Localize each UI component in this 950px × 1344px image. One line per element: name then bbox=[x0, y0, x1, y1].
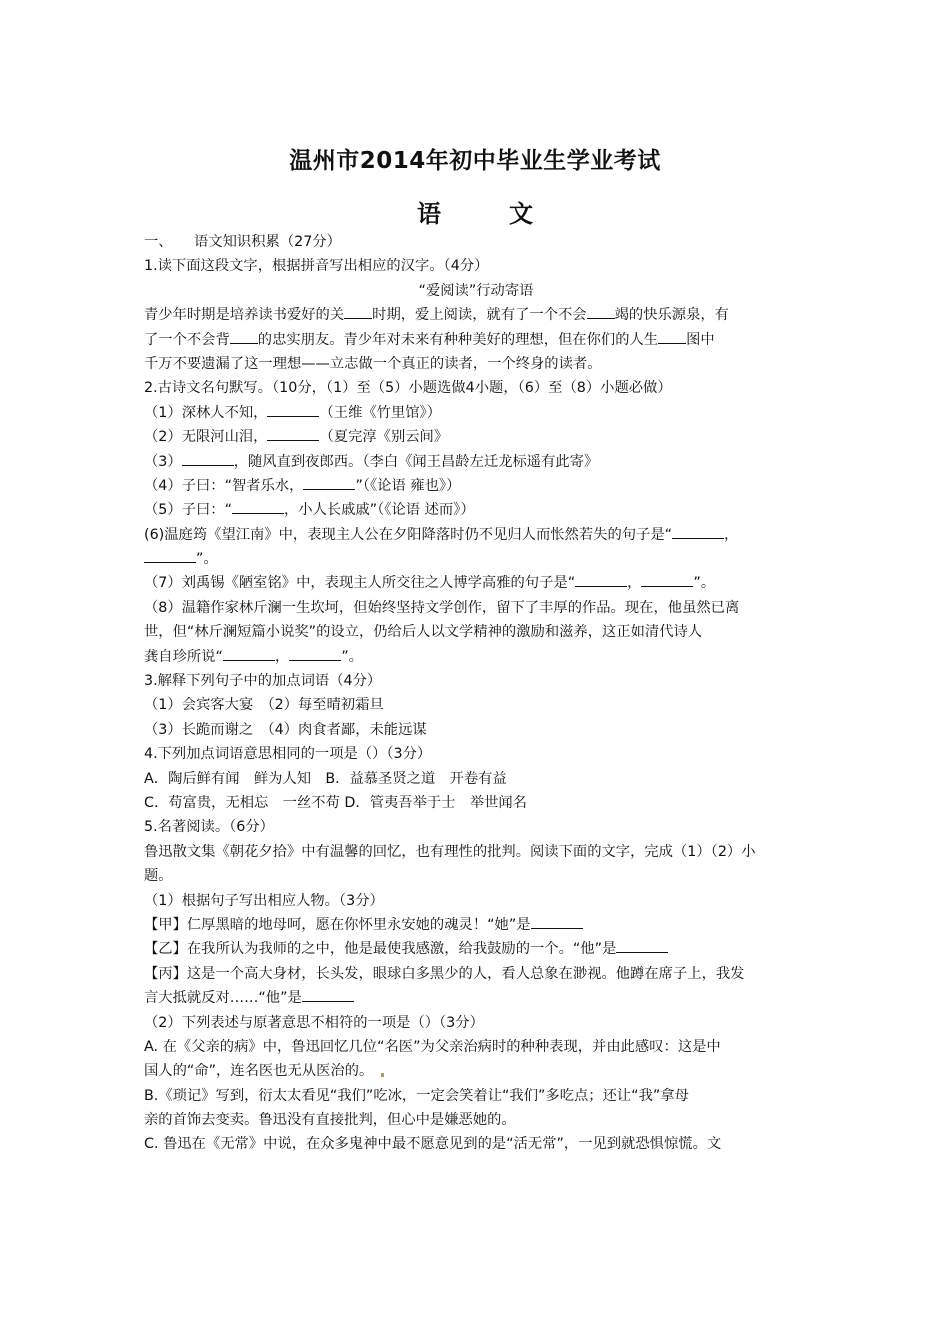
passage-line: 千万不要遗漏了这一理想——立志做一个真正的读者，一个终身的读者。 bbox=[144, 355, 602, 372]
question-item: 【丙】这是一个高大身材，长头发，眼球白多黑少的人，看人总象在渺视。他蹲在席子上，我发 bbox=[144, 965, 745, 982]
answer-blank[interactable] bbox=[182, 450, 234, 466]
option-line: 亲的首饰去变卖。鲁迅没有直接批判，但心中是嫌恶她的。 bbox=[144, 1112, 516, 1129]
answer-blank[interactable] bbox=[587, 303, 615, 319]
answer-blank[interactable] bbox=[575, 571, 627, 587]
question-item: （8）温籍作家林斤澜一生坎坷，但始终坚持文学创作，留下了丰厚的作品。现在，他虽然已离 bbox=[144, 599, 740, 616]
question-item: （5）子曰：“ ，小人长戚戚”（《论语 述而》） bbox=[144, 498, 808, 522]
answer-blank[interactable] bbox=[232, 498, 284, 514]
question-item: （1）根据句子写出相应人物。（3分） bbox=[144, 892, 384, 909]
paragraph-line: 题。 bbox=[144, 868, 173, 885]
question-item: （3） ，随风直到夜郎西。（李白《闻王昌龄左迁龙标遥有此寄》 bbox=[144, 450, 808, 474]
answer-blank[interactable] bbox=[223, 645, 275, 661]
passage-line: 青少年时期是培养读书爱好的关 时期，爱上阅读，就有了一个不会 竭的快乐源泉，有 bbox=[144, 303, 808, 327]
answer-blank[interactable] bbox=[658, 328, 686, 344]
option-line: C．苟富贵，无相忘 一丝不苟 D．管夷吾举于士 举世闻名 bbox=[144, 794, 527, 811]
option-line: C. 鲁迅在《无常》中说，在众多鬼神中最不愿意见到的是“活无常”，一见到就恐惧惊慌。文 bbox=[144, 1136, 722, 1153]
option-line: A．陶后鲜有闻 鲜为人知 B．益慕圣贤之道 开卷有益 bbox=[144, 770, 507, 787]
question-item: （2）无限河山泪， （夏完淳《别云间》 bbox=[144, 425, 808, 449]
section-heading: 一、 语文知识积累（27分） bbox=[144, 234, 341, 250]
question-item: （1）深林人不知， （王维《竹里馆》） bbox=[144, 401, 808, 425]
question-item: （2）下列表述与原著意思不相符的一项是（）（3分） bbox=[144, 1014, 484, 1031]
answer-blank[interactable] bbox=[641, 571, 693, 587]
question-item: 【乙】在我所认为我师的之中，他是最使我感激，给我鼓励的一个。“他”是 bbox=[144, 937, 808, 961]
question-2-prompt: 2.古诗文名句默写。（10分，（1）至（5）小题选做4小题，（6）至（8）小题必做） bbox=[144, 380, 672, 397]
option-line bbox=[144, 1059, 808, 1083]
answer-blank[interactable] bbox=[267, 401, 319, 417]
question-item: ”。 bbox=[144, 547, 808, 571]
question-1-prompt: 1.读下面这段文字，根据拼音写出相应的汉字。（4分） bbox=[144, 258, 489, 275]
question-item: （3）长跪而谢之 （4）肉食者鄙，未能远谋 bbox=[144, 721, 427, 738]
passage-line: 了一个不会背 的忠实朋友。青少年对未来有种种美好的理想，但在你们的人生 图中 bbox=[144, 328, 808, 352]
passage-title: “爱阅读”行动寄语 bbox=[418, 282, 534, 299]
question-item: 世，但“林斤澜短篇小说奖”的设立，仍给后人以文学精神的激励和滋养，这正如清代诗人 bbox=[144, 624, 703, 641]
option-text: 国人的“命”，连名医也无从医治的。 bbox=[144, 1063, 374, 1080]
question-item: (6)温庭筠《望江南》中，表现主人公在夕阳降落时仍不见归人而怅然若失的句子是“ ， bbox=[144, 523, 808, 547]
answer-blank[interactable] bbox=[302, 986, 354, 1002]
question-3-prompt: 3.解释下列句子中的加点词语（4分） bbox=[144, 673, 382, 690]
subject-title: 语 文 bbox=[417, 200, 555, 228]
answer-blank[interactable] bbox=[616, 937, 668, 953]
answer-blank[interactable] bbox=[267, 425, 319, 441]
answer-blank[interactable] bbox=[672, 523, 724, 539]
answer-blank[interactable] bbox=[144, 547, 196, 563]
answer-blank[interactable] bbox=[289, 645, 341, 661]
stray-mark bbox=[381, 1073, 384, 1077]
option-line: B.《琐记》写到，衍太太看见“我们”吃冰，一定会笑着让“我们”多吃点；还让“我”拿母 bbox=[144, 1087, 689, 1104]
question-5-prompt: 5.名著阅读。（6分） bbox=[144, 819, 274, 836]
question-item: （4）子曰：“智者乐水， ”（《论语 雍也》） bbox=[144, 474, 808, 498]
paragraph-line: 鲁迅散文集《朝花夕拾》中有温馨的回忆，也有理性的批判。阅读下面的文字，完成（1）（2）小 bbox=[144, 843, 756, 860]
answer-blank[interactable] bbox=[344, 303, 372, 319]
question-item: 龚自珍所说“ ， ”。 bbox=[144, 645, 808, 669]
option-line: A. 在《父亲的病》中，鲁迅回忆几位“名医”为父亲治病时的种种表现，并由此感叹：这是中 bbox=[144, 1038, 721, 1055]
answer-blank[interactable] bbox=[230, 328, 258, 344]
question-item: （1）会宾客大宴 （2）每至晴初霜旦 bbox=[144, 697, 384, 714]
answer-blank[interactable] bbox=[531, 913, 583, 929]
question-item: 言大抵就反对……“他”是 bbox=[144, 986, 808, 1010]
exam-body bbox=[144, 230, 808, 1157]
question-item: （7）刘禹锡《陋室铭》中，表现主人所交往之人博学高雅的句子是“ ， ”。 bbox=[144, 571, 808, 595]
question-item: 【甲】仁厚黑暗的地母呵，愿在你怀里永安她的魂灵！“她”是 bbox=[144, 913, 808, 937]
question-4-prompt: 4.下列加点词语意思相同的一项是（）（3分） bbox=[144, 746, 432, 763]
answer-blank[interactable] bbox=[303, 474, 355, 490]
exam-title: 温州市2014年初中毕业生学业考试 bbox=[289, 148, 661, 174]
